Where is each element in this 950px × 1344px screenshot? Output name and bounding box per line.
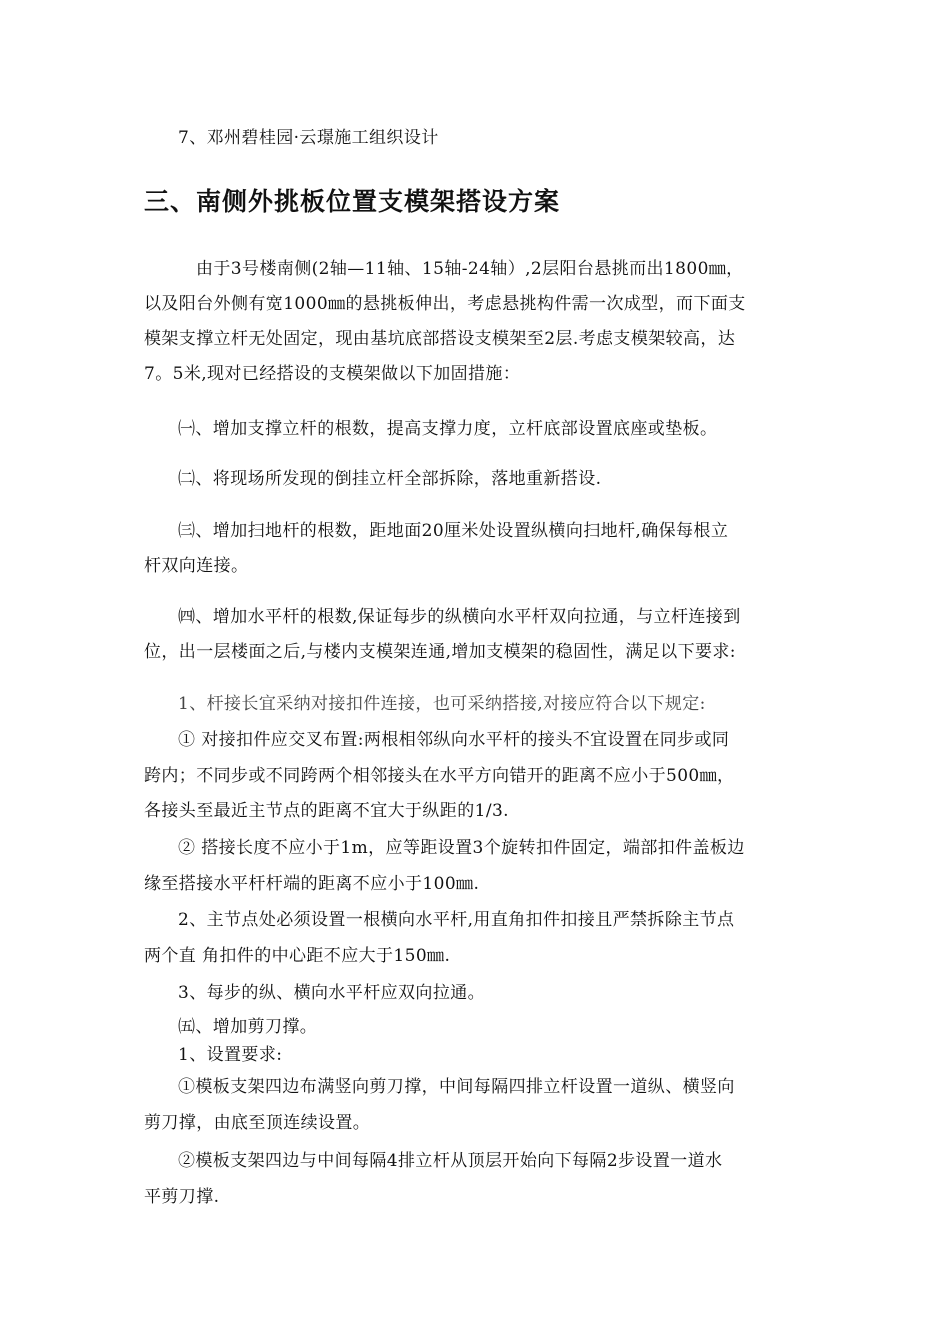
intro-line-2: 以及阳台外侧有宽1000㎜的悬挑板伸出，考虑悬挑构件需一次成型，而下面支 [144,294,746,314]
requirement-1: 1、杆接长宜采纳对接扣件连接，也可采纳搭接,对接应符合以下规定: [178,694,706,714]
measure-5-title: ㈤、增加剪刀撑。 [178,1017,318,1037]
measure-1: ㈠、增加支撑立杆的根数，提高支撑力度，立杆底部设置底座或垫板。 [178,419,718,439]
requirement-1b-line-1: ② 搭接长度不应小于1m，应等距设置3个旋转扣件固定，端部扣件盖板边 [178,838,745,858]
measure-5-item-2-line-1: ②模板支架四边与中间每隔4排立杆从顶层开始向下每隔2步设置一道水 [178,1151,723,1171]
reference-item: 7、邓州碧桂园·云璟施工组织设计 [178,128,439,148]
requirement-1a-line-3: 各接头至最近主节点的距离不宜大于纵距的1/3. [144,801,509,821]
requirement-2-line-1: 2、主节点处必须设置一根横向水平杆,用直角扣件扣接且严禁拆除主节点 [178,910,735,930]
measure-2: ㈡、将现场所发现的倒挂立杆全部拆除，落地重新搭设. [178,469,602,489]
requirement-3: 3、每步的纵、横向水平杆应双向拉通。 [178,983,486,1003]
measure-3-line-2: 杆双向连接。 [144,556,249,576]
requirement-1b-line-2: 缘至搭接水平杆杆端的距离不应小于100㎜. [144,874,480,894]
intro-line-3: 模架支撑立杆无处固定，现由基坑底部搭设支模架至2层.考虑支模架较高，达 [144,329,736,349]
section-title: 三、南侧外挑板位置支模架搭设方案 [144,187,561,216]
intro-line-1: 由于3号楼南侧(2轴—11轴、15轴-24轴）,2层阳台悬挑而出1800㎜， [196,259,744,279]
requirement-1a-line-1: ① 对接扣件应交叉布置:两根相邻纵向水平杆的接头不宜设置在同步或同 [178,730,730,750]
requirement-1a-line-2: 跨内；不同步或不同跨两个相邻接头在水平方向错开的距离不应小于500㎜， [144,766,735,786]
measure-3-line-1: ㈢、增加扫地杆的根数，距地面20厘米处设置纵横向扫地杆,确保每根立 [178,521,729,541]
measure-5-item-1-line-2: 剪刀撑，由底至顶连续设置。 [144,1113,371,1133]
measure-4-line-2: 位，出一层楼面之后,与楼内支模架连通,增加支模架的稳固性，满足以下要求: [144,642,736,662]
intro-line-4: 7。5米,现对已经搭设的支模架做以下加固措施： [144,364,521,384]
requirement-2-line-2: 两个直 角扣件的中心距不应大于150㎜. [144,946,451,966]
measure-5-sub-1: 1、设置要求: [178,1045,283,1065]
measure-5-item-2-line-2: 平剪刀撑. [144,1187,220,1207]
measure-4-line-1: ㈣、增加水平杆的根数,保证每步的纵横向水平杆双向拉通，与立杆连接到 [178,607,741,627]
measure-5-item-1-line-1: ①模板支架四边布满竖向剪刀撑，中间每隔四排立杆设置一道纵、横竖向 [178,1077,735,1097]
